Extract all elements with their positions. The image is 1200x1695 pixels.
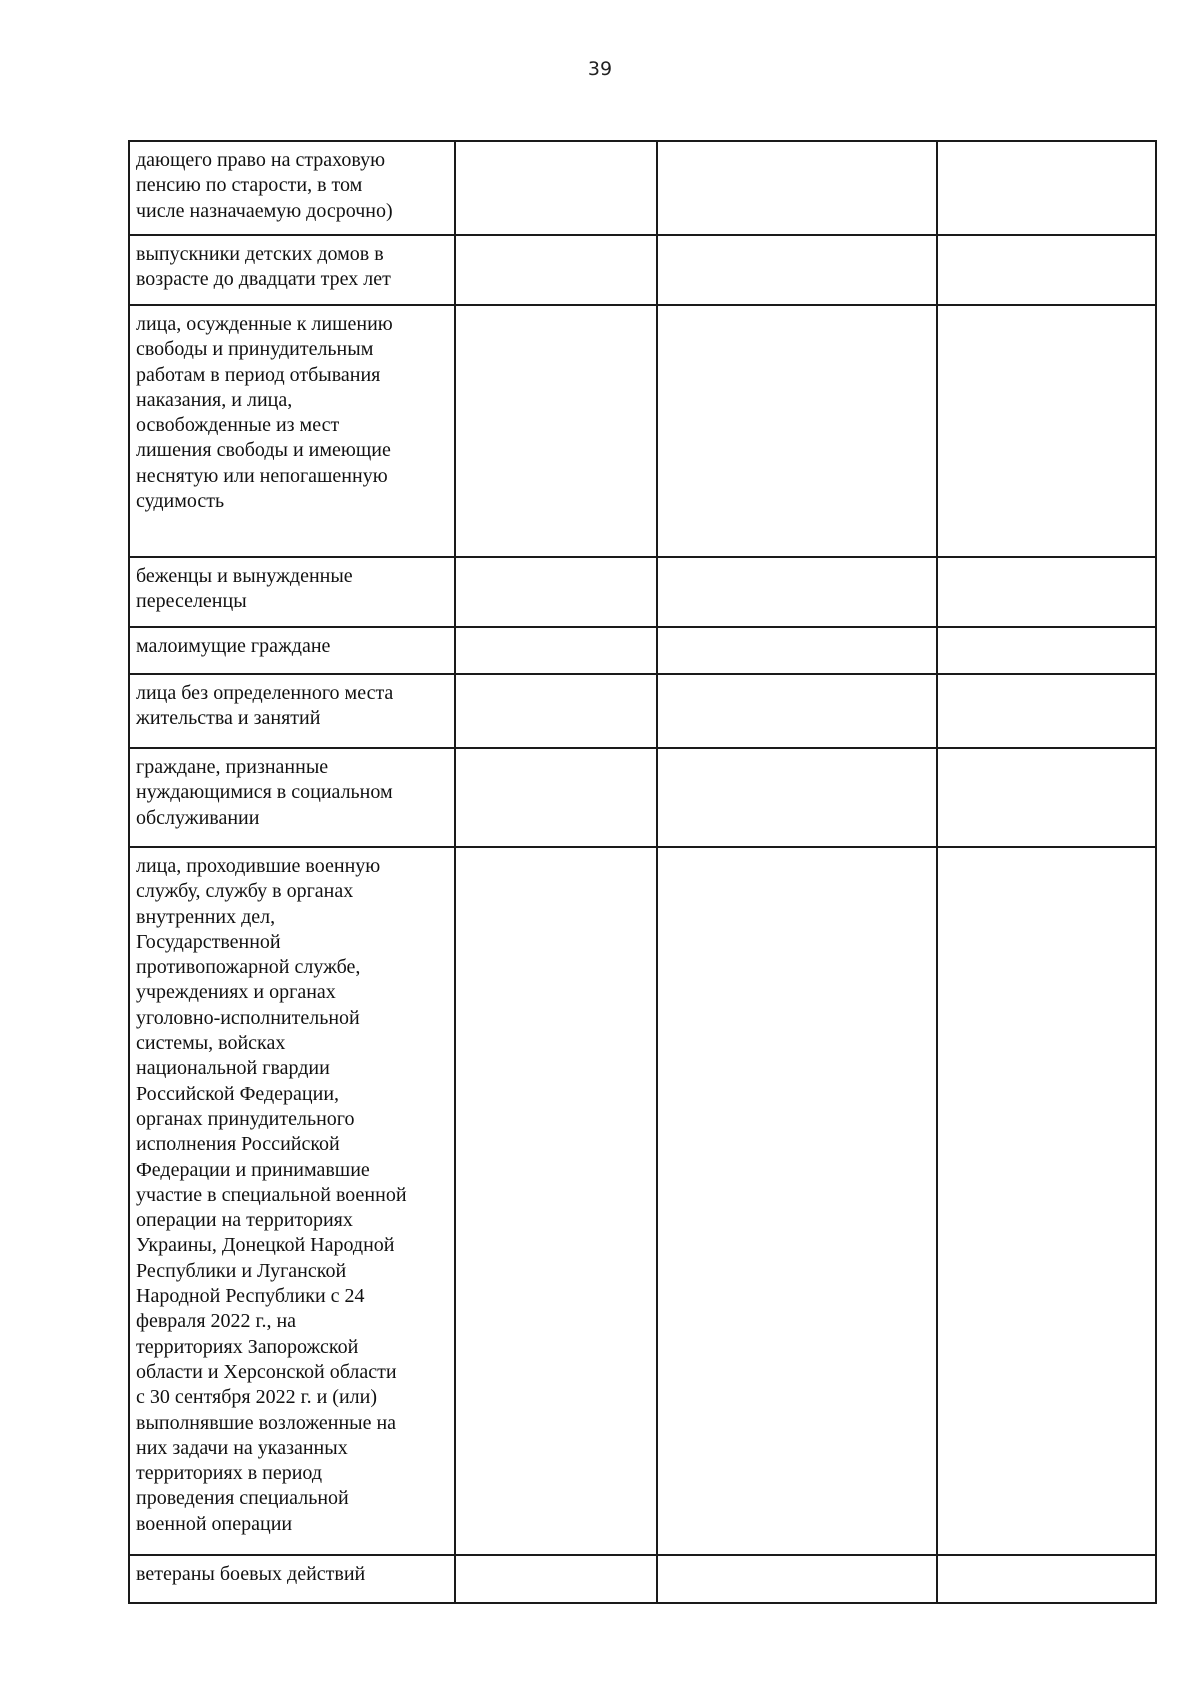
value-cell xyxy=(657,1555,937,1603)
row-label: дающего право на страховую пенсию по старости, в том числе назначаемую досрочно) xyxy=(136,149,393,222)
value-cell xyxy=(937,674,1156,748)
value-cell xyxy=(455,235,657,305)
table-row xyxy=(129,557,1156,627)
value-cell xyxy=(455,141,657,235)
row-label-cell xyxy=(129,557,455,627)
value-cell xyxy=(937,557,1156,627)
value-cell xyxy=(455,627,657,674)
row-label-cell xyxy=(129,1555,455,1603)
table-row xyxy=(129,627,1156,674)
table-row xyxy=(129,141,1156,235)
value-cell xyxy=(937,627,1156,674)
page-number: 39 xyxy=(587,58,613,80)
value-cell xyxy=(657,674,937,748)
row-label: выпускники детских домов в возрасте до двадцати трех лет xyxy=(136,243,391,291)
value-cell xyxy=(455,748,657,847)
row-label: лица без определенного места жительства и занятий xyxy=(136,682,394,730)
row-label-cell xyxy=(129,627,455,674)
value-cell xyxy=(455,1555,657,1603)
row-label: беженцы и вынужденные переселенцы xyxy=(136,565,353,613)
value-cell xyxy=(657,305,937,557)
value-cell xyxy=(455,847,657,1555)
row-label-cell xyxy=(129,748,455,847)
value-cell xyxy=(937,305,1156,557)
row-label-cell xyxy=(129,674,455,748)
value-cell xyxy=(937,235,1156,305)
value-cell xyxy=(657,847,937,1555)
value-cell xyxy=(657,627,937,674)
value-cell xyxy=(657,557,937,627)
value-cell xyxy=(657,141,937,235)
value-cell xyxy=(455,674,657,748)
value-cell xyxy=(937,847,1156,1555)
table-row xyxy=(129,748,1156,847)
table-row xyxy=(129,235,1156,305)
table-row xyxy=(129,305,1156,557)
value-cell xyxy=(937,748,1156,847)
value-cell xyxy=(455,557,657,627)
value-cell xyxy=(657,748,937,847)
row-label-cell xyxy=(129,235,455,305)
value-cell xyxy=(937,1555,1156,1603)
row-label: лица, проходившие военную службу, службу в органах внутренних дел, Государственной противопожарной службе, учреждениях и органах уголовно-исполнительной системы, войсках национальной гвардии Российской Федерации, органах принудительного исполнения Российской Федерации и принимавшие участие в специальной военной операции на территориях Украины, Донецкой Народной Республики и Луганской Народной Республики с 24 февраля 2022 г., на территориях Запорожской области и Херсонской области с 30 сентября 2022 г. и (или) выполнявшие возложенные на них задачи на указанных территориях в период проведения специальной военной операции xyxy=(136,855,407,1535)
row-label-cell xyxy=(129,141,455,235)
value-cell xyxy=(937,141,1156,235)
value-cell xyxy=(657,235,937,305)
row-label: граждане, признанные нуждающимися в социальном обслуживании xyxy=(136,756,393,829)
table-row xyxy=(129,674,1156,748)
table-row xyxy=(129,1555,1156,1603)
row-label-cell xyxy=(129,305,455,557)
document-table xyxy=(128,140,1157,1604)
table-row xyxy=(129,847,1156,1555)
value-cell xyxy=(455,305,657,557)
row-label: лица, осужденные к лишению свободы и принудительным работам в период отбывания наказания, и лица, освобожденные из мест лишения свободы и имеющие неснятую или непогашенную судимость xyxy=(136,313,393,513)
row-label: ветераны боевых действий xyxy=(136,1563,366,1585)
row-label: малоимущие граждане xyxy=(136,635,331,657)
row-label-cell xyxy=(129,847,455,1555)
